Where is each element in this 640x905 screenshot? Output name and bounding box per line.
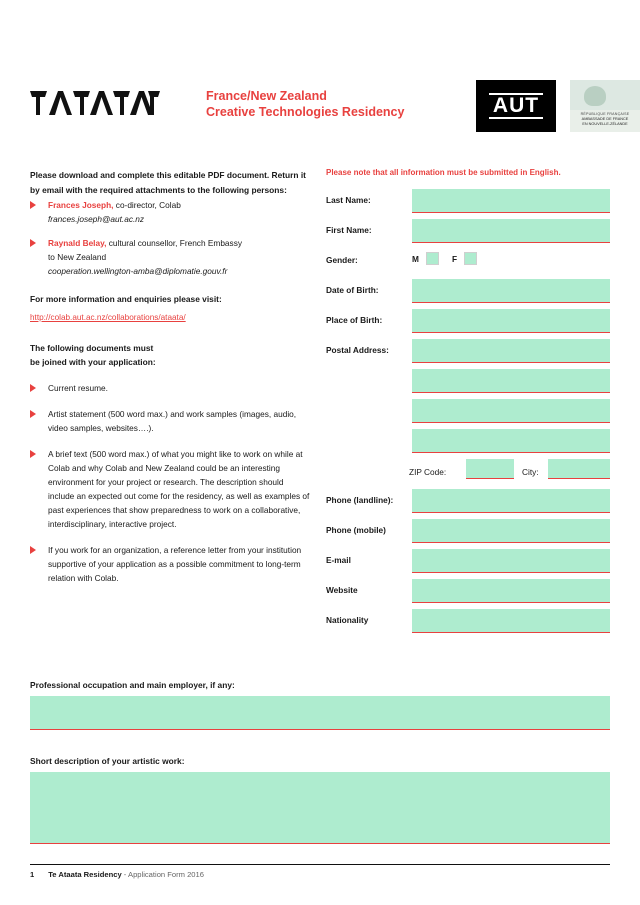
email-input[interactable] — [412, 549, 610, 573]
list-item — [30, 543, 312, 585]
field-postal-address — [326, 339, 610, 369]
field-label: First Name: — [326, 225, 372, 235]
embassy-line-2: EN NOUVELLE-ZÉLANDE — [582, 122, 628, 126]
field-label: E-mail — [326, 555, 351, 565]
page-footer — [30, 864, 610, 879]
field-gender — [326, 249, 610, 279]
intro-paragraph: Please download and complete this editable PDF document. Return it by email with the required attachments to the following persons: — [30, 170, 306, 195]
gender-male-label: M — [412, 254, 419, 264]
colab-website-link[interactable]: http://colab.aut.ac.nz/collaborations/ataata/ — [30, 313, 186, 322]
page-number: 1 — [30, 870, 35, 879]
zip-code-input[interactable] — [466, 459, 514, 479]
city-label: City: — [522, 467, 539, 477]
field-email — [326, 549, 610, 579]
zip-city-row — [326, 459, 610, 485]
document-text: A brief text (500 word max.) of what you might like to work on while at Colab and why Colab and New Zealand could be an interesting environment for your project or research. The description should include an expected out come for the residency, as well as examples of past experiences that show preparedness to work on a collaborative, interdisciplinary, interactive project. — [48, 449, 310, 529]
postal-address-input-line-1[interactable] — [412, 339, 610, 363]
contact-role: co-director, Colab — [113, 200, 181, 210]
field-date-of-birth — [326, 279, 610, 309]
documents-heading-line-2: be joined with your application: — [30, 357, 156, 367]
first-name-input[interactable] — [412, 219, 610, 243]
field-label: Place of Birth: — [326, 315, 383, 325]
field-nationality — [326, 609, 610, 639]
contact-name: Frances Joseph, — [48, 200, 114, 210]
field-label: Last Name: — [326, 195, 371, 205]
list-item — [30, 447, 312, 531]
contact-item — [30, 236, 312, 278]
contact-extra: to New Zealand — [48, 252, 107, 262]
field-first-name — [326, 219, 610, 249]
zip-label: ZIP Code: — [409, 467, 447, 477]
title-line-2: Creative Technologies Residency — [206, 105, 405, 119]
gender-female-checkbox[interactable] — [464, 252, 477, 265]
document-text: Artist statement (500 word max.) and work samples (images, audio, video samples, websites….). — [48, 409, 297, 433]
document-text: If you work for an organization, a reference letter from your institution supportive of your application as a possible commitment to long-term relation with Colab. — [48, 545, 302, 583]
section-label: Professional occupation and main employer, if any: — [30, 680, 235, 690]
triangle-bullet-icon — [30, 239, 36, 247]
aut-logo-label: AUT — [489, 93, 543, 119]
contact-item — [30, 198, 312, 226]
instructions-column — [30, 168, 312, 597]
field-label: Gender: — [326, 255, 358, 265]
triangle-bullet-icon — [30, 546, 36, 554]
field-label: Phone (landline): — [326, 495, 394, 505]
place-of-birth-input[interactable] — [412, 309, 610, 333]
field-label: Phone (mobile) — [326, 525, 386, 535]
embassy-crest-icon — [570, 80, 640, 110]
required-documents-list — [30, 381, 312, 585]
artistic-work-section — [30, 756, 610, 844]
footer-doc-title: Te Ataata Residency — [48, 870, 122, 879]
professional-occupation-input[interactable] — [30, 696, 610, 730]
postal-address-input-line-3[interactable] — [412, 399, 610, 423]
residency-title — [206, 88, 446, 120]
aut-logo — [476, 80, 556, 132]
page-header — [30, 80, 630, 140]
field-place-of-birth — [326, 309, 610, 339]
field-label: Nationality — [326, 615, 369, 625]
field-label: Website — [326, 585, 358, 595]
triangle-bullet-icon — [30, 450, 36, 458]
website-input[interactable] — [412, 579, 610, 603]
field-label: Date of Birth: — [326, 285, 379, 295]
postal-address-input-line-2[interactable] — [412, 369, 610, 393]
title-line-1: France/New Zealand — [206, 89, 327, 103]
document-text: Current resume. — [48, 383, 108, 393]
field-phone-mobile — [326, 519, 610, 549]
triangle-bullet-icon — [30, 410, 36, 418]
french-embassy-logo — [570, 80, 640, 132]
artistic-work-input[interactable] — [30, 772, 610, 844]
postal-address-input-line-4[interactable] — [412, 429, 610, 453]
contact-email[interactable]: cooperation.wellington-amba@diplomatie.gouv.fr — [48, 266, 228, 276]
more-info-heading: For more information and enquiries please visit: — [30, 294, 222, 304]
gender-female-label: F — [452, 254, 458, 264]
contact-role: cultural counsellor, French Embassy — [106, 238, 242, 248]
form-column — [326, 168, 610, 639]
gender-male-checkbox[interactable] — [426, 252, 439, 265]
documents-heading-line-1: The following documents must — [30, 343, 154, 353]
embassy-line-1: AMBASSADE DE FRANCE — [581, 117, 629, 121]
professional-occupation-section — [30, 680, 610, 730]
te-ataata-logo-icon — [30, 86, 160, 120]
field-last-name — [326, 189, 610, 219]
triangle-bullet-icon — [30, 201, 36, 209]
contact-email[interactable]: frances.joseph@aut.ac.nz — [48, 214, 145, 224]
phone-mobile-input[interactable] — [412, 519, 610, 543]
footer-doc-subtitle: - Application Form 2016 — [121, 870, 204, 879]
contact-name: Raynald Belay, — [48, 238, 107, 248]
field-label: Postal Address: — [326, 345, 389, 355]
date-of-birth-input[interactable] — [412, 279, 610, 303]
english-notice: Please note that all information must be submitted in English. — [326, 168, 561, 177]
triangle-bullet-icon — [30, 384, 36, 392]
embassy-republic-label: RÉPUBLIQUE FRANÇAISE — [580, 112, 630, 116]
nationality-input[interactable] — [412, 609, 610, 633]
list-item — [30, 381, 312, 395]
field-website — [326, 579, 610, 609]
city-input[interactable] — [548, 459, 610, 479]
field-phone-landline — [326, 489, 610, 519]
list-item — [30, 407, 312, 435]
last-name-input[interactable] — [412, 189, 610, 213]
phone-landline-input[interactable] — [412, 489, 610, 513]
section-label: Short description of your artistic work: — [30, 756, 185, 766]
